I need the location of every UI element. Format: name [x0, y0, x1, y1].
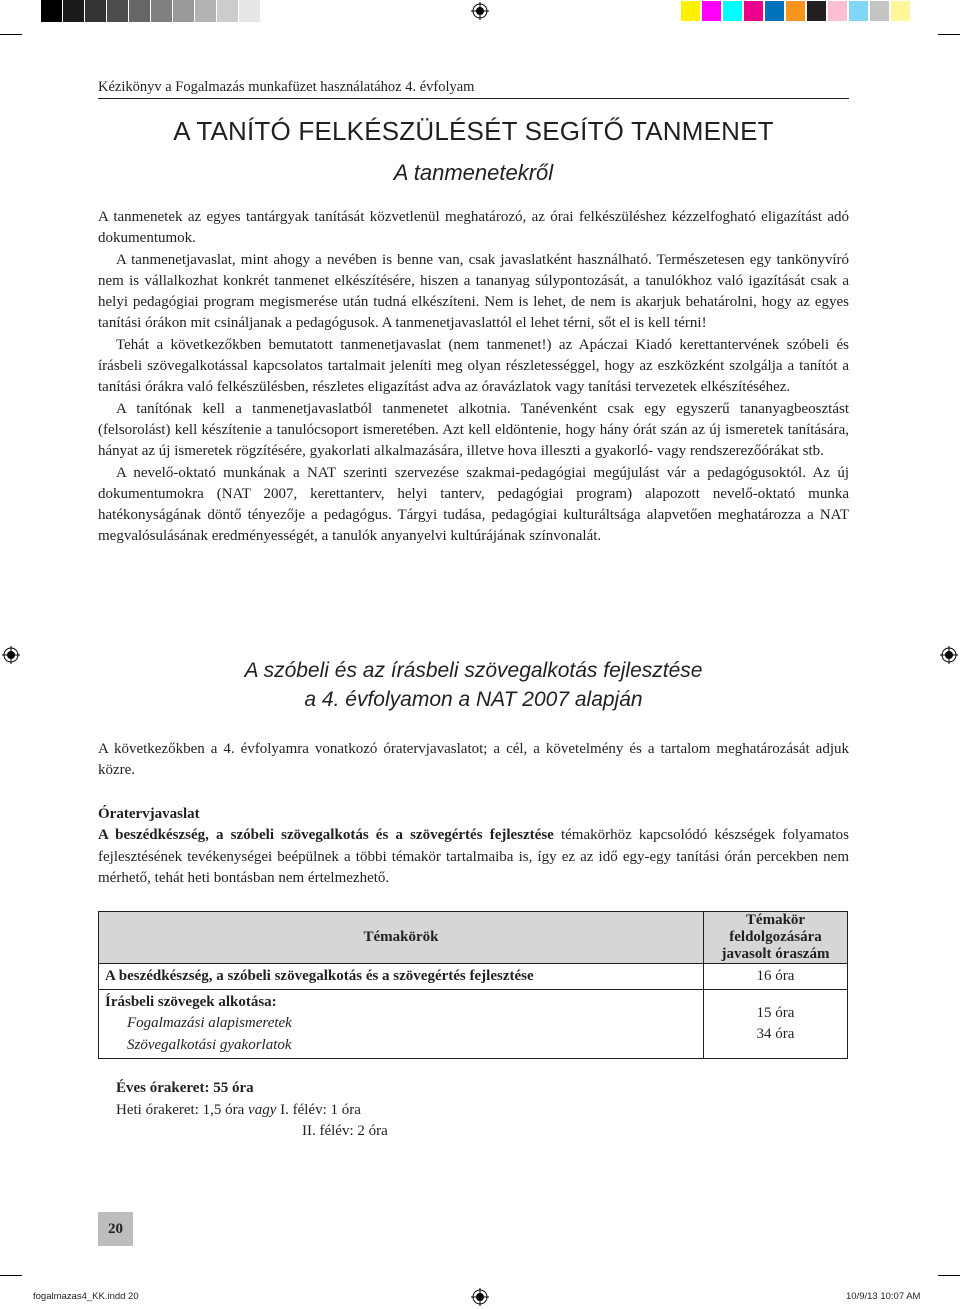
crop-mark — [0, 1275, 22, 1276]
hours-value: 15 óra — [756, 1004, 795, 1021]
section-intro — [98, 739, 849, 782]
gray-swatch — [63, 0, 85, 22]
paragraph: A tanítónak kell a tanmenetjavaslatból tanmenetet alkotnia. Tanévenként csak egy egyszerű tananyagbeosztást (felsorolást) kell készítenie a tanulócsoport ismeretében. Azt kell eldöntenie, hogy hány órát szán az új ismeretek tanítására, hányat az új ismeretek rögzítésére, gyakorlati alkalmazására, illetve hova illeszti a gyakorló- vagy rendszerezőórákat stb. — [98, 400, 849, 460]
table-cell: A beszédkészség, a szóbeli szövegalkotás és a szövegértés fejlesztése — [99, 964, 704, 990]
gray-swatch — [261, 0, 283, 22]
table-cell — [704, 990, 848, 1059]
table-cell — [99, 990, 704, 1059]
color-swatch — [890, 0, 911, 22]
weekly-or: vagy — [248, 1101, 277, 1118]
color-calibration-bar — [680, 0, 911, 22]
gray-swatch — [195, 0, 217, 22]
paragraph-rest: témakörhöz kapcsolódó készségek folyamatos fejlesztésének tevékenységei beépülnek a többi témakör tartalmaiba is, így ez az idő egy-egy tanítási órán percekben nem mérhető, tehát heti bontásban nem értelmezhető. — [98, 827, 849, 886]
semester-2: II. félév: 2 óra — [302, 1123, 388, 1139]
table-header-row — [99, 912, 848, 964]
gray-swatch — [173, 0, 195, 22]
paragraph: Tehát a következőkben bemutatott tanmenetjavaslat (nem tanmenet!) az Apáczai Kiadó kerettantervének szóbeli és írásbeli szövegalkotással kapcsolatos tartalmait jeleníti meg olyan részletességgel, hogy az eszközként szolgálja a tanítót a tanítási órákra való felkészülésben, részletes eligazítást adva az óravázlatok vagy tanítási tervezetek elkészítéséhez. — [98, 336, 849, 396]
color-swatch — [701, 0, 722, 22]
plan-label: Óratervjavaslat — [98, 806, 200, 822]
table-row — [99, 964, 848, 990]
gray-swatch — [239, 0, 261, 22]
color-swatch — [806, 0, 827, 22]
hours-value: 34 óra — [756, 1026, 795, 1042]
hours-table — [98, 911, 848, 1059]
color-swatch — [764, 0, 785, 22]
topic-label: Írásbeli szövegek alkotása: — [105, 993, 277, 1010]
running-head: Kézikönyv a Fogalmazás munkafüzet használatához 4. évfolyam — [98, 79, 475, 95]
paragraph: A következőkben a 4. évfolyamra vonatkozó óratervjavaslatot; a cél, a követelmény és a tartalom meghatározását adjuk közre. — [98, 741, 849, 779]
color-swatch — [785, 0, 806, 22]
gray-calibration-bar — [41, 0, 283, 22]
semester-1: I. félév: 1 óra — [276, 1101, 361, 1118]
section-heading-line2: a 4. évfolyamon a NAT 2007 alapján — [304, 688, 643, 711]
crop-mark — [938, 34, 960, 35]
annual-hours — [116, 1078, 388, 1143]
header-rule — [98, 98, 849, 99]
paragraph: A tanmenetek az egyes tantárgyak tanítását közvetlenül meghatározó, az órai felkészüléshez kézzelfogható eligazítást adó dokumentumok. — [98, 209, 849, 247]
section-heading-line1: A szóbeli és az írásbeli szövegalkotás fejlesztése — [244, 659, 703, 682]
color-swatch — [848, 0, 869, 22]
weekly-hours — [116, 1100, 388, 1122]
page-title: A TANÍTÓ FELKÉSZÜLÉSÉT SEGÍTŐ TANMENET — [173, 116, 774, 146]
gray-swatch — [129, 0, 151, 22]
color-swatch — [869, 0, 890, 22]
slug-filename: fogalmazas4_KK.indd 20 — [33, 1291, 139, 1302]
gray-swatch — [107, 0, 129, 22]
table-cell: 16 óra — [704, 964, 848, 990]
slug-date: 10/9/13 10:07 AM — [846, 1291, 921, 1302]
paragraph: A nevelő-oktató munkának a NAT szerinti szervezése szakmai-pedagógiai megújulást vár a pedagógusoktól. Az új dokumentumokra (NAT 2007, kerettanterv, helyi tanterv, pedagógiai program) alapozott nevelő-oktató munka hatékonyságának döntő tényezője a pedagógus. Tárgyi tudása, pedagógiai kulturáltsága alapvetően meghatározza a NAT megvalósulásának eredményességét, a tanulók anyanyelvi kultúrájának színvonalát. — [98, 464, 849, 545]
plan-text — [98, 804, 849, 889]
paragraph — [98, 825, 849, 889]
gray-swatch — [41, 0, 63, 22]
table-row — [99, 990, 848, 1059]
gray-swatch — [85, 0, 107, 22]
color-swatch — [743, 0, 764, 22]
section-heading — [98, 656, 849, 714]
gray-swatch — [151, 0, 173, 22]
registration-mark-icon — [940, 646, 958, 664]
page-subtitle: A tanmenetekről — [393, 160, 554, 185]
color-swatch — [680, 0, 701, 22]
table-header-cell — [704, 912, 848, 964]
intro-text — [98, 207, 849, 548]
header-line: Témakör feldolgozására — [729, 912, 822, 945]
subtopic: Szövegalkotási gyakorlatok — [127, 1036, 292, 1053]
weekly-label: Heti órakeret: 1,5 óra — [116, 1101, 249, 1118]
registration-mark-icon — [2, 646, 20, 664]
color-swatch — [827, 0, 848, 22]
subtopic: Fogalmazási alapismeretek — [127, 1015, 292, 1032]
registration-mark-icon — [471, 1288, 489, 1306]
table-header-cell: Témakörök — [99, 912, 704, 964]
header-line: javasolt óraszám — [721, 946, 830, 962]
page-number: 20 — [98, 1212, 133, 1246]
crop-mark — [938, 1275, 960, 1276]
crop-mark — [0, 34, 22, 35]
paragraph: A tanmenetjavaslat, mint ahogy a nevében is benne van, csak javaslatként használható. Természetesen egy tankönyvíró nem is vállalkozhat konkrét tanmenet elkészítésére, hiszen a tananyag súlypontozását, a tanulókhoz való igazítását csak a helyi pedagógiai program megismerése után tudná elkészíteni. Nem is lehet, de nem is akarjuk behatárolni, hogy az egyes tanítási órákon mit csináljanak a pedagógusok. A tanmenetjavaslattól el lehet térni, sőt el is kell térni! — [98, 251, 849, 332]
annual-total: Éves órakeret: 55 óra — [116, 1080, 254, 1096]
color-swatch — [722, 0, 743, 22]
bold-lead: A beszédkészség, a szóbeli szövegalkotás és a szövegértés fejlesztése — [98, 827, 554, 844]
registration-mark-icon — [471, 2, 489, 20]
gray-swatch — [217, 0, 239, 22]
